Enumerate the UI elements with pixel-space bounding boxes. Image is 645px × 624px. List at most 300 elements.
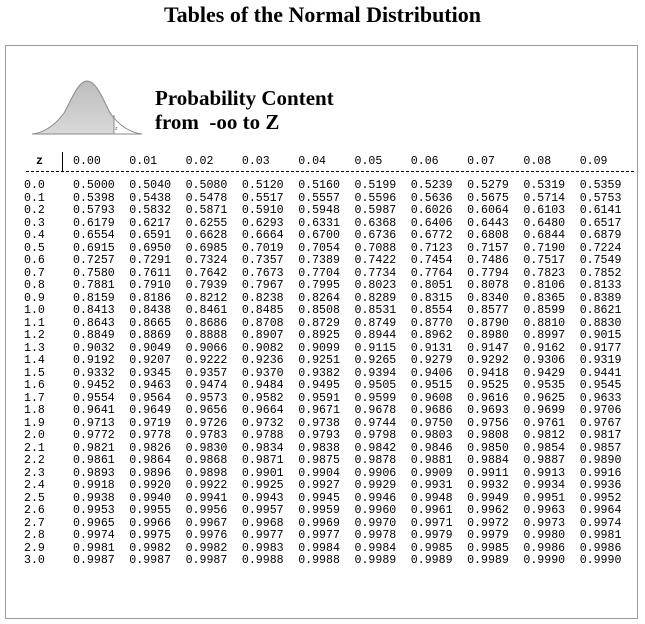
table-cell: 0.8159 [73, 291, 115, 305]
table-cell: 0.9985 [467, 541, 509, 555]
z-marker: z [115, 126, 118, 132]
table-cell: 0.9192 [73, 354, 115, 367]
table-cell: 0.9916 [579, 466, 622, 480]
table-cell: 0.6664 [241, 229, 284, 242]
row-z-label: 2.4 [24, 479, 45, 492]
table-cell: 0.9474 [185, 379, 228, 392]
table-cell: 0.8810 [523, 316, 566, 330]
table-cell: 0.7517 [523, 254, 566, 267]
table-cell: 0.8869 [129, 329, 172, 342]
table-cell: 0.9909 [410, 466, 453, 480]
table-cell: 0.9927 [298, 479, 340, 492]
table-cell: 0.5160 [298, 179, 340, 192]
row-z-label: 1.8 [24, 404, 45, 417]
table-cell: 0.9744 [354, 416, 397, 430]
row-z-label: 1.6 [24, 379, 45, 392]
table-cell: 0.6591 [129, 229, 172, 242]
table-cell: 0.9292 [467, 354, 509, 367]
row-z-label: 2.0 [24, 429, 45, 442]
table-cell: 0.5636 [410, 191, 453, 205]
table-cell: 0.7734 [354, 266, 397, 280]
table-cell: 0.9898 [185, 466, 228, 480]
table-cell: 0.9990 [523, 554, 566, 567]
table-cell: 0.9767 [579, 416, 622, 430]
table-cell: 0.9162 [523, 341, 566, 355]
table-cell: 0.8186 [129, 291, 172, 305]
row-z-label: 1.2 [24, 329, 45, 342]
table-cell: 0.9599 [354, 391, 397, 405]
table-cell: 0.9463 [129, 379, 172, 392]
table-cell: 0.9938 [73, 491, 115, 505]
column-header: 0.09 [579, 155, 608, 168]
row-z-label: 0.5 [24, 241, 45, 255]
table-cell: 0.8413 [73, 304, 115, 317]
table-cell: 0.7422 [354, 254, 397, 267]
column-header: 0.07 [467, 155, 495, 168]
table-cell: 0.9429 [523, 366, 566, 380]
row-z-label: 1.9 [24, 416, 45, 430]
table-cell: 0.7967 [241, 279, 284, 292]
table-cell: 0.9265 [354, 354, 397, 367]
table-cell: 0.9949 [467, 491, 509, 505]
table-cell: 0.9306 [523, 354, 566, 367]
table-cell: 0.9761 [523, 416, 566, 430]
table-cell: 0.9986 [523, 541, 566, 555]
table-cell: 0.9032 [73, 341, 115, 355]
table-cell: 0.9918 [73, 479, 115, 492]
column-header: 0.02 [185, 155, 214, 168]
table-cell: 0.9988 [241, 554, 284, 567]
table-cell: 0.7823 [523, 266, 566, 280]
table-cell: 0.6064 [467, 204, 509, 217]
table-cell: 0.9875 [298, 454, 340, 467]
table-cell: 0.9975 [129, 529, 172, 542]
table-cell: 0.9406 [410, 366, 453, 380]
table-cell: 0.9854 [523, 441, 566, 455]
table-cell: 0.9878 [354, 454, 397, 467]
table-cell: 0.7939 [185, 279, 228, 292]
table-cell: 0.9495 [298, 379, 340, 392]
table-cell: 0.9591 [298, 391, 340, 405]
table-cell: 0.9951 [523, 491, 566, 505]
table-cell: 0.6293 [241, 216, 284, 230]
table-cell: 0.9978 [354, 529, 397, 542]
table-cell: 0.5120 [241, 179, 284, 192]
table-cell: 0.7190 [523, 241, 566, 255]
table-cell: 0.9345 [129, 366, 172, 380]
row-z-label: 0.2 [24, 204, 45, 217]
table-cell: 0.9671 [298, 404, 340, 417]
table-cell: 0.9625 [523, 391, 566, 405]
table-cell: 0.9798 [354, 429, 397, 442]
table-cell: 0.7673 [241, 266, 284, 280]
table-cell: 0.7291 [129, 254, 172, 267]
table-cell: 0.9857 [579, 441, 622, 455]
table-cell: 0.8665 [129, 316, 172, 330]
table-cell: 0.9842 [354, 441, 397, 455]
table-cell: 0.5675 [467, 191, 509, 205]
table-cell: 0.9319 [579, 354, 622, 367]
table-cell: 0.7019 [241, 241, 284, 255]
table-cell: 0.9236 [241, 354, 284, 367]
table-cell: 0.5438 [129, 191, 172, 205]
table-cell: 0.8106 [523, 279, 566, 292]
table-cell: 0.9664 [241, 404, 284, 417]
table-cell: 0.9756 [467, 416, 509, 430]
table-cell: 0.9484 [241, 379, 284, 392]
table-cell: 0.9251 [298, 354, 340, 367]
table-cell: 0.9332 [73, 366, 115, 380]
heading-line-1: Probability Content [155, 86, 334, 110]
table-cell: 0.9641 [73, 404, 115, 417]
table-cell: 0.9793 [298, 429, 340, 442]
table-cell: 0.9066 [185, 341, 228, 355]
table-cell: 0.9941 [185, 491, 228, 505]
table-cell: 0.6915 [73, 241, 115, 255]
table-cell: 0.8577 [467, 304, 509, 317]
table-cell: 0.5319 [523, 179, 566, 192]
table-cell: 0.8289 [354, 291, 397, 305]
table-cell: 0.8485 [241, 304, 284, 317]
table-cell: 0.9982 [129, 541, 172, 555]
table-cell: 0.7157 [467, 241, 509, 255]
table-cell: 0.8438 [129, 304, 172, 317]
table-header-row [27, 155, 608, 181]
column-header: 0.01 [129, 155, 158, 168]
row-z-label: 2.5 [24, 491, 45, 505]
table-cell: 0.9678 [354, 404, 397, 417]
table-cell: 0.8078 [467, 279, 509, 292]
table-cell: 0.9931 [410, 479, 453, 492]
table-cell: 0.7549 [579, 254, 622, 267]
table-cell: 0.9881 [410, 454, 453, 467]
table-cell: 0.9803 [410, 429, 453, 442]
table-cell: 0.9952 [579, 491, 622, 505]
table-cell: 0.9394 [354, 366, 397, 380]
table-cell: 0.7088 [354, 241, 397, 255]
table-cell: 0.9656 [185, 404, 228, 417]
row-z-label: 1.4 [24, 354, 45, 367]
table-cell: 0.6517 [579, 216, 622, 230]
table-cell: 0.5910 [241, 204, 284, 217]
table-cell: 0.5517 [241, 191, 284, 205]
table-cell: 0.9616 [467, 391, 509, 405]
table-cell: 0.9934 [523, 479, 566, 492]
table-cell: 0.9976 [185, 529, 228, 542]
table-cell: 0.9904 [298, 466, 340, 480]
table-cell: 0.9979 [467, 529, 509, 542]
table-cell: 0.7054 [298, 241, 340, 255]
table-cell: 0.7454 [410, 254, 453, 267]
row-z-label: 0.7 [24, 266, 45, 280]
table-cell: 0.8686 [185, 316, 228, 330]
table-cell: 0.9015 [579, 329, 622, 342]
table-cell: 0.8944 [354, 329, 397, 342]
row-z-label: 0.6 [24, 254, 45, 267]
table-cell: 0.8770 [410, 316, 453, 330]
table-cell: 0.9989 [467, 554, 509, 567]
table-cell: 0.6808 [467, 229, 509, 242]
column-header: 0.03 [241, 155, 270, 168]
header-divider [62, 152, 63, 172]
table-cell: 0.9834 [241, 441, 284, 455]
table-cell: 0.9719 [129, 416, 172, 430]
table-cell: 0.8389 [579, 291, 622, 305]
table-cell: 0.9977 [241, 529, 284, 542]
table-cell: 0.6985 [185, 241, 228, 255]
table-cell: 0.9953 [73, 504, 115, 517]
table-cell: 0.9943 [241, 491, 284, 505]
table-cell: 0.8962 [410, 329, 453, 342]
table-cell: 0.8133 [579, 279, 622, 292]
table-cell: 0.9971 [410, 516, 453, 530]
table-cell: 0.6950 [129, 241, 172, 255]
table-cell: 0.5948 [298, 204, 340, 217]
table-cell: 0.9957 [241, 504, 284, 517]
table-cell: 0.9783 [185, 429, 228, 442]
row-z-label: 0.4 [24, 229, 45, 242]
table-cell: 0.9974 [579, 516, 622, 530]
table-cell: 0.9686 [410, 404, 453, 417]
table-cell: 0.7324 [185, 254, 228, 267]
table-cell: 0.9850 [467, 441, 509, 455]
table-cell: 0.6554 [73, 229, 115, 242]
table-cell: 0.8508 [298, 304, 340, 317]
row-z-label: 1.5 [24, 366, 45, 380]
table-cell: 0.6628 [185, 229, 228, 242]
table-cell: 0.7224 [579, 241, 622, 255]
table-cell: 0.5557 [298, 191, 340, 205]
table-cell: 0.8849 [73, 329, 115, 342]
table-cell: 0.9945 [298, 491, 340, 505]
table-cell: 0.9987 [185, 554, 228, 567]
column-header: 0.04 [298, 155, 327, 168]
table-cell: 0.9964 [579, 504, 622, 517]
table-cell: 0.8212 [185, 291, 228, 305]
table-cell: 0.9649 [129, 404, 172, 417]
table-cell: 0.9983 [241, 541, 284, 555]
table-cell: 0.7642 [185, 266, 228, 280]
table-cell: 0.9974 [73, 529, 115, 542]
table-cell: 0.9222 [185, 354, 228, 367]
table-cell: 0.9982 [185, 541, 228, 555]
table-cell: 0.6026 [410, 204, 453, 217]
table-cell: 0.9821 [73, 441, 115, 455]
table-cell: 0.9861 [73, 454, 115, 467]
table-cell: 0.9955 [129, 504, 172, 517]
table-cell: 0.7852 [579, 266, 622, 280]
table-cell: 0.9808 [467, 429, 509, 442]
table-cell: 0.5832 [129, 204, 172, 217]
table-cell: 0.9989 [354, 554, 397, 567]
table-cell: 0.7764 [410, 266, 453, 280]
table-cell: 0.6443 [467, 216, 509, 230]
table-cell: 0.9452 [73, 379, 115, 392]
table-cell: 0.5714 [523, 191, 566, 205]
header-separator [26, 171, 634, 172]
table-cell: 0.6736 [354, 229, 397, 242]
table-cell: 0.9989 [410, 554, 453, 567]
table-cell: 0.9922 [185, 479, 228, 492]
page-title: Tables of the Normal Distribution [164, 2, 481, 27]
table-cell: 0.9961 [410, 504, 453, 517]
table-cell: 0.9582 [241, 391, 284, 405]
table-cell: 0.9750 [410, 416, 453, 430]
table-cell: 0.9049 [129, 341, 172, 355]
table-cell: 0.8749 [354, 316, 397, 330]
table-cell: 0.8997 [523, 329, 566, 342]
table-cell: 0.9838 [298, 441, 340, 455]
table-cell: 0.6772 [410, 229, 453, 242]
table-cell: 0.9279 [410, 354, 453, 367]
table-cell: 0.9441 [579, 366, 622, 380]
table-cell: 0.8599 [523, 304, 566, 317]
table-cell: 0.7123 [410, 241, 453, 255]
table-cell: 0.9920 [129, 479, 172, 492]
table-cell: 0.8461 [185, 304, 228, 317]
table-cell: 0.9973 [523, 516, 566, 530]
table-cell: 0.9535 [523, 379, 566, 392]
table-cell: 0.8531 [354, 304, 397, 317]
table-cell: 0.9564 [129, 391, 172, 405]
table-cell: 0.8621 [579, 304, 622, 317]
table-cell: 0.7257 [73, 254, 115, 267]
table-cell: 0.7486 [467, 254, 509, 267]
table-cell: 0.9830 [185, 441, 228, 455]
row-z-label: 2.6 [24, 504, 45, 517]
table-cell: 0.9970 [354, 516, 397, 530]
table-cell: 0.7910 [129, 279, 172, 292]
table-cell: 0.9082 [241, 341, 284, 355]
row-z-label: 0.3 [24, 216, 45, 230]
table-cell: 0.9826 [129, 441, 172, 455]
table-cell: 0.8365 [523, 291, 566, 305]
table-cell: 0.9357 [185, 366, 228, 380]
table-cell: 0.9929 [354, 479, 397, 492]
table-cell: 0.9986 [579, 541, 622, 555]
table-cell: 0.9984 [298, 541, 340, 555]
table-cell: 0.9966 [129, 516, 172, 530]
table-cell: 0.8708 [241, 316, 284, 330]
table-cell: 0.9817 [579, 429, 622, 442]
heading-line-2: from -oo to Z [155, 110, 280, 134]
row-z-label: 1.1 [24, 316, 45, 330]
table-cell: 0.5871 [185, 204, 228, 217]
row-z-label: 0.1 [24, 191, 45, 205]
table-cell: 0.9864 [129, 454, 172, 467]
table-cell: 0.9972 [467, 516, 509, 530]
table-cell: 0.8643 [73, 316, 115, 330]
table-cell: 0.9846 [410, 441, 453, 455]
row-z-label: 2.7 [24, 516, 45, 530]
table-cell: 0.9948 [410, 491, 453, 505]
table-cell: 0.9871 [241, 454, 284, 467]
table-cell: 0.9608 [410, 391, 453, 405]
table-cell: 0.9772 [73, 429, 115, 442]
table-cell: 0.8315 [410, 291, 453, 305]
table-cell: 0.9545 [579, 379, 622, 392]
normal-curve-figure [32, 77, 142, 139]
table-cell: 0.9940 [129, 491, 172, 505]
row-z-label: 1.7 [24, 391, 45, 405]
table-cell: 0.5987 [354, 204, 397, 217]
table-cell: 0.7881 [73, 279, 115, 292]
table-cell: 0.8051 [410, 279, 453, 292]
table-cell: 0.7389 [298, 254, 340, 267]
table-cell: 0.9901 [241, 466, 284, 480]
table-cell: 0.6879 [579, 229, 622, 242]
table-cell: 0.5279 [467, 179, 509, 192]
table-cell: 0.7704 [298, 266, 340, 280]
table-cell: 0.9788 [241, 429, 284, 442]
table-cell: 0.8554 [410, 304, 453, 317]
table-cell: 0.9890 [579, 454, 622, 467]
table-cell: 0.9984 [354, 541, 397, 555]
table-cell: 0.9554 [73, 391, 115, 405]
table-cell: 0.9980 [523, 529, 566, 542]
table-cell: 0.7995 [298, 279, 340, 292]
table-cell: 0.9981 [579, 529, 622, 542]
table-cell: 0.7580 [73, 266, 115, 280]
table-cell: 0.9884 [467, 454, 509, 467]
table-cell: 0.6480 [523, 216, 566, 230]
table-cell: 0.5199 [354, 179, 397, 192]
table-cell: 0.9977 [298, 529, 340, 542]
table-cell: 0.9946 [354, 491, 397, 505]
table-cell: 0.9726 [185, 416, 228, 430]
table-cell: 0.5000 [73, 179, 115, 192]
table-cell: 0.5080 [185, 179, 228, 192]
table-cell: 0.9956 [185, 504, 228, 517]
table-cell: 0.9967 [185, 516, 228, 530]
table-cell: 0.9960 [354, 504, 397, 517]
row-z-label: 2.1 [24, 441, 45, 455]
column-header: 0.00 [73, 155, 101, 168]
table-cell: 0.9965 [73, 516, 115, 530]
table-cell: 0.9925 [241, 479, 284, 492]
table-cell: 0.5793 [73, 204, 115, 217]
table-cell: 0.8888 [185, 329, 228, 342]
table-heading [155, 86, 334, 134]
table-cell: 0.8340 [467, 291, 509, 305]
table-cell: 0.5478 [185, 191, 228, 205]
column-header: 0.06 [410, 155, 439, 168]
table-cell: 0.9868 [185, 454, 228, 467]
table-cell: 0.9969 [298, 516, 340, 530]
table-cell: 0.6141 [579, 204, 622, 217]
table-cell: 0.5359 [579, 179, 622, 192]
table-cell: 0.9896 [129, 466, 172, 480]
table-cell: 0.9713 [73, 416, 115, 430]
table-cell: 0.6331 [298, 216, 340, 230]
table-cell: 0.9906 [354, 466, 397, 480]
table-cell: 0.9968 [241, 516, 284, 530]
row-z-label: 2.2 [24, 454, 45, 467]
table-cell: 0.6368 [354, 216, 397, 230]
table-cell: 0.6406 [410, 216, 453, 230]
corner-label: z [36, 155, 43, 168]
table-cell: 0.9932 [467, 479, 509, 492]
row-z-label: 1.3 [24, 341, 45, 355]
table-cell: 0.8980 [467, 329, 509, 342]
table-cell: 0.9936 [579, 479, 622, 492]
table-cell: 0.7611 [129, 266, 172, 280]
table-cell: 0.9911 [467, 466, 509, 480]
table-cell: 0.9382 [298, 366, 340, 380]
table-cell: 0.6844 [523, 229, 566, 242]
table-cell: 0.9913 [523, 466, 566, 480]
table-cell: 0.9988 [298, 554, 340, 567]
